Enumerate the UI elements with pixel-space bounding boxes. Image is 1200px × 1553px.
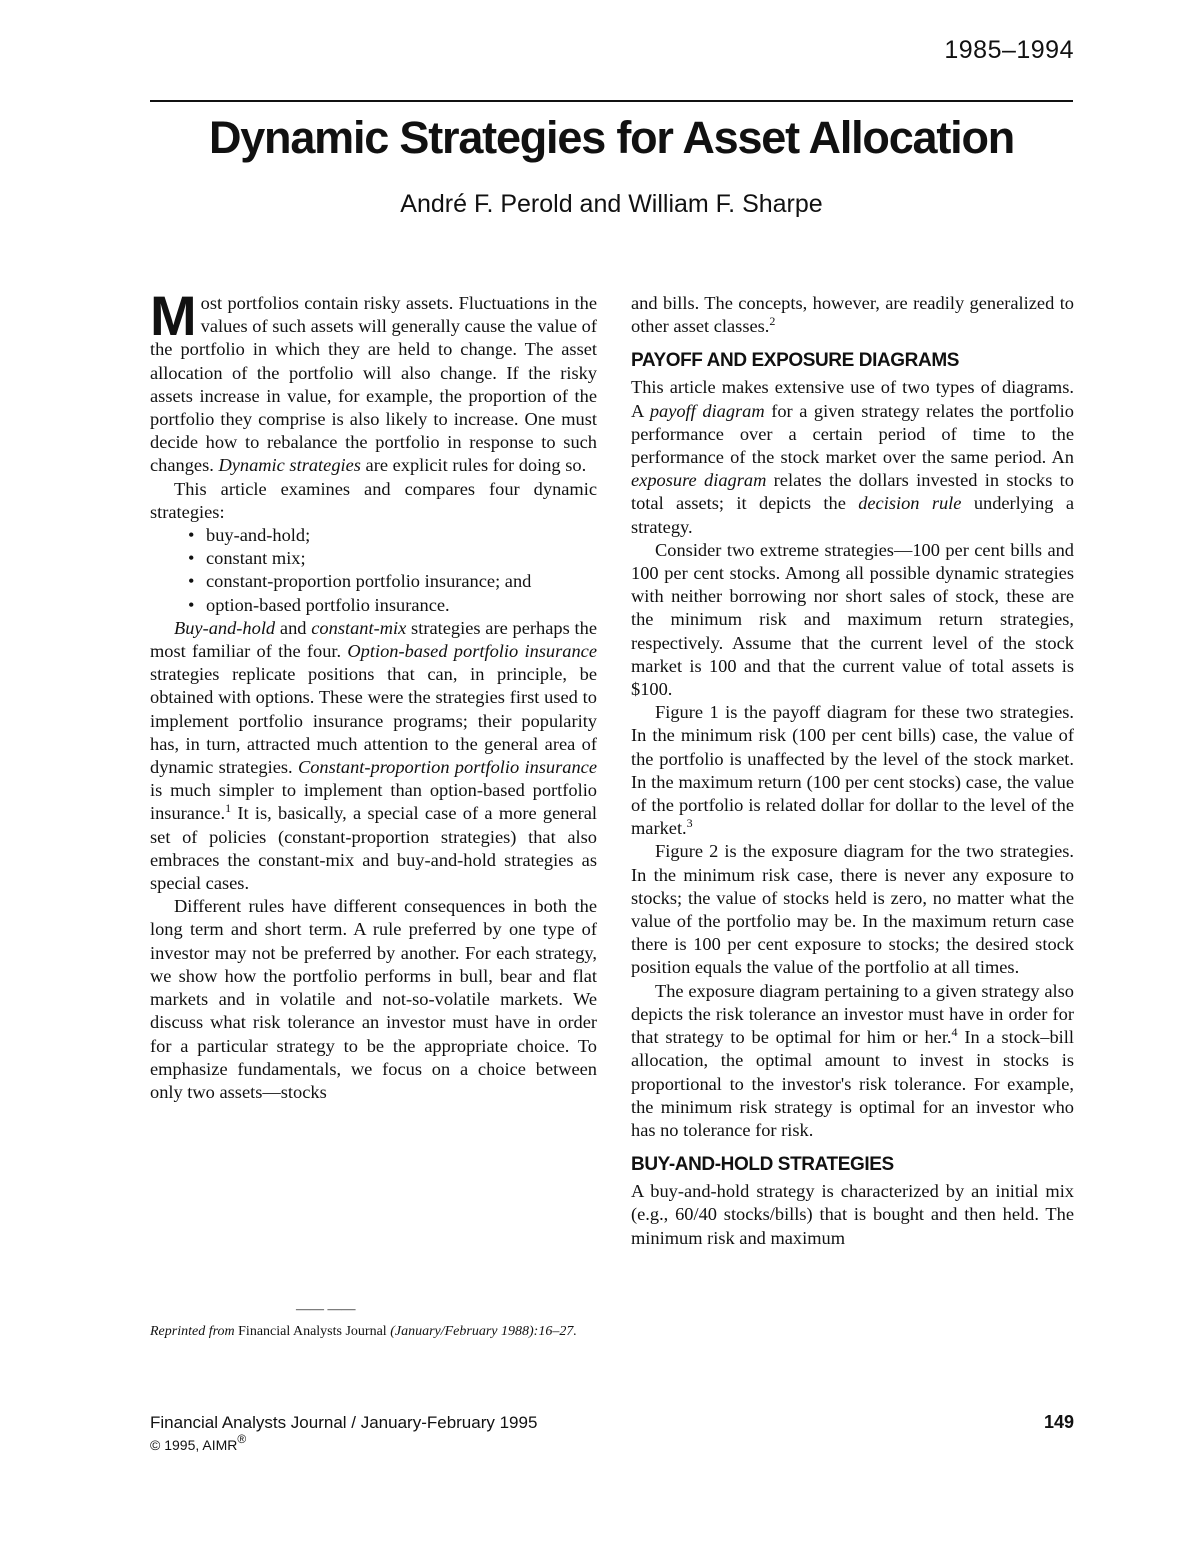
section-heading-buy-and-hold: BUY-AND-HOLD STRATEGIES (631, 1154, 894, 1176)
paragraph-continued: and bills. The concepts, however, are readily generalized to other asset classes.$^2$ (631, 293, 1074, 337)
strategy-list (150, 524, 597, 617)
list-item: • buy-and-hold; (188, 524, 597, 547)
left-column (150, 284, 597, 1104)
footnote-ref: 4 (951, 1025, 958, 1040)
page-number: 149 (1043, 1412, 1074, 1432)
paragraph-diagram-types: This article makes extensive use of two types of diagrams. A payoff diagram for a given strategy relates the portfolio performance over a certain period of time to the performance of the stock market over the same period. An exposure diagram relates the dollars invested in stocks to total assets; it depicts the decision rule underlying a strategy. (631, 377, 1074, 537)
paragraph-figure-2: Figure 2 is the exposure diagram for the two strategies. In the minimum risk case, there is never any exposure to stocks; the value of stocks held is zero, no matter what the value of the portfolio may be. In the maximum return case there is 100 per cent exposure to stocks; the desired stock position equals the value of the portfolio at all times. (631, 841, 1074, 978)
intro-paragraph: Most portfolios contain risky assets. Fluctuations in the values of such assets will generally cause the value of the portfolio in which they are held to change. The asset allocation of the portfolio will also change. If the risky assets increase in value, for example, the proportion of the portfolio they comprise is also likely to increase. One must decide how to rebalance the portfolio in response to such changes. Dynamic strategies are explicit rules for doing so. (150, 284, 597, 476)
header-years: 1985–1994 (944, 36, 1074, 64)
paragraph-buy-and-hold: A buy-and-hold strategy is characterized by an initial mix (e.g., 60/40 stocks/bills) that is bought and then held. The minimum risk and maximum (631, 1181, 1074, 1248)
list-item: • constant-proportion portfolio insurance; and (188, 570, 597, 593)
header-rule (150, 100, 1073, 102)
article-title: Dynamic Strategies for Asset Allocation (208, 112, 1015, 163)
footer-copyright: © 1995, AIMR® (150, 1432, 247, 1453)
reprint-footnote: Reprinted from Financial Analysts Journal (January/February 1988):16–27. (150, 1324, 577, 1339)
paragraph-risk-tolerance: The exposure diagram pertaining to a given strategy also depicts the risk tolerance an investor must have in order for that strategy to be optimal for him or her.$^4$ In a stock–bill allocation, the optimal amount to invest in stocks is proportional to the investor's risk tolerance. For example, the minimum risk strategy is optimal for an investor who has no tolerance for risk. (631, 980, 1074, 1140)
right-column (631, 292, 1074, 1250)
footnote-ref: 3 (686, 816, 693, 831)
section-heading-payoff: PAYOFF AND EXPOSURE DIAGRAMS (631, 350, 960, 372)
footnote-ref: 2 (769, 314, 776, 329)
paragraph-consequences: Different rules have different consequences in both the long term and short term. A rule preferred by one type of investor may not be preferred by another. For each strategy, we show how the portfolio performs in bull, bear and flat markets and in volatile and not-so-volatile markets. We discuss what risk tolerance an investor must have in order for a particular strategy to be the appropriate choice. To emphasize fundamentals, we focus on a choice between only two assets—stocks (150, 896, 597, 1102)
paragraph-four-strategies: This article examines and compares four dynamic strategies: (150, 478, 597, 522)
article-authors: André F. Perold and William F. Sharpe (400, 190, 823, 218)
paragraph-strategy-overview: Buy-and-hold and constant-mix strategies are perhaps the most familiar of the four. Option-based portfolio insurance strategies replicate positions that can, in principle, be obtained with options. These were the strategies first used to implement portfolio insurance programs; their popularity has, in turn, attracted much attention to the general area of dynamic strategies. Constant-proportion portfolio insurance is much simpler to implement than option-based portfolio insurance.$^1$ It is, basically, a special case of a more general set of policies (constant-proportion strategies) that also embraces the constant-mix and buy-and-hold strategies as special cases. (150, 617, 597, 894)
list-item: • constant mix; (188, 547, 597, 570)
footnote-ref: 1 (225, 801, 232, 816)
paragraph-extreme-strategies: Consider two extreme strategies—100 per cent bills and 100 per cent stocks. Among all possible dynamic strategies with neither borrowing nor short sales of stock, these are the minimum risk and maximum return strategies, respectively. Assume that the current level of the stock market is 100 and that the current value of total assets is $100. (631, 539, 1074, 700)
drop-cap: M (150, 284, 197, 347)
footer-journal: Financial Analysts Journal / January-February 1995 (150, 1413, 538, 1432)
paragraph-figure-1: Figure 1 is the payoff diagram for these two strategies. In the minimum risk (100 per cent bills) case, the value of the portfolio is unaffected by the level of the stock market. In the maximum return (100 per cent stocks) case, the value of the portfolio is related dollar for dollar to the level of the market.$^3$ (631, 702, 1074, 839)
list-item: • option-based portfolio insurance. (188, 594, 597, 617)
footnote-rule: —— —— (296, 1302, 356, 1317)
